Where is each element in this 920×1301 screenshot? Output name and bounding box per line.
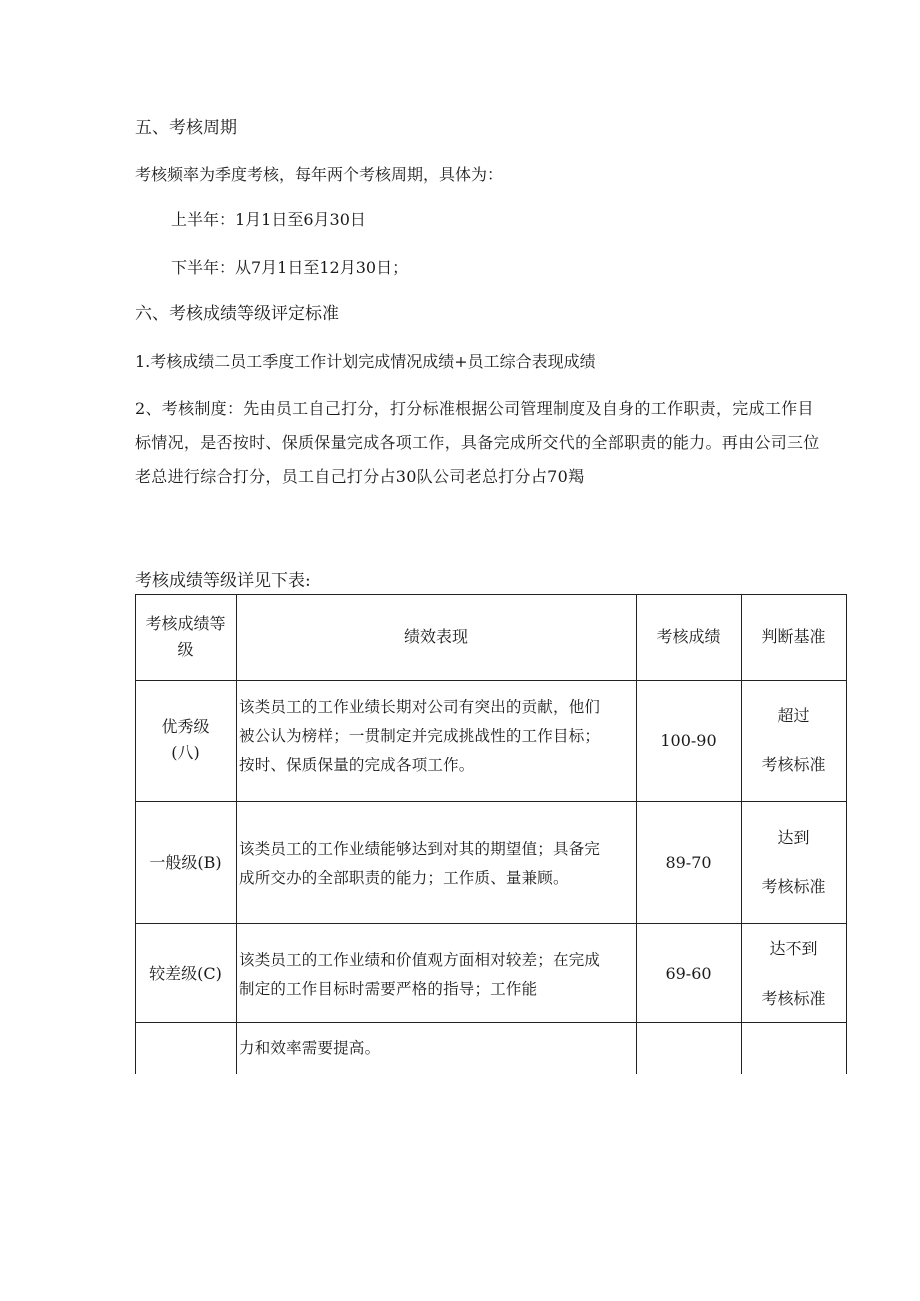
performance-line: 被公认为榜样；一贯制定并完成挑战性的工作目标； <box>239 727 601 745</box>
row-excellent-performance <box>239 693 631 780</box>
row-average-score: 89-70 <box>665 853 712 872</box>
row-average-grade: 一般级(B) <box>149 853 222 872</box>
row-average-performance <box>239 835 631 893</box>
table-border-left <box>135 594 136 1074</box>
header-grade-line-2: 级 <box>177 640 194 659</box>
performance-line: 该类员工的工作业绩长期对公司有突出的贡献，他们 <box>239 698 601 716</box>
grade-label: 优秀级 <box>161 717 210 736</box>
performance-line: 制定的工作目标时需要严格的指导；工作能 <box>239 980 538 998</box>
header-grade-line-1: 考核成绩等 <box>145 614 226 633</box>
first-half-period: 上半年：1月1日至6月30日 <box>171 210 366 229</box>
performance-line: 力和效率需要提高。 <box>239 1039 381 1057</box>
row-poor-criteria-2: 考核标准 <box>761 989 826 1008</box>
header-performance: 绩效表现 <box>403 627 468 646</box>
table-caption: 考核成绩等级详见下表: <box>135 571 311 591</box>
performance-line: 成所交办的全部职责的能力；工作质、量兼顾。 <box>239 869 569 887</box>
performance-line: 该类员工的工作业绩和价值观方面相对较差；在完成 <box>239 951 601 969</box>
grade-table <box>135 594 847 1074</box>
table-col-divider <box>636 594 637 1074</box>
table-col-divider <box>236 594 237 1074</box>
row-average-criteria-1: 达到 <box>777 828 810 847</box>
review-frequency-text: 考核频率为季度考核，每年两个考核周期，具体为： <box>135 165 504 184</box>
section-6-heading: 六、考核成绩等级评定标准 <box>135 304 339 324</box>
row-excellent-criteria-2: 考核标准 <box>761 755 826 774</box>
review-system-line-1: 2、考核制度：先由员工自己打分，打分标准根据公司管理制度及自身的工作职责，完成工作目 <box>135 399 814 418</box>
header-score: 考核成绩 <box>656 627 721 646</box>
row-excellent-score: 100-90 <box>660 731 717 750</box>
second-half-period: 下半年：从7月1日至12月30日； <box>171 258 409 277</box>
row-average-criteria-2: 考核标准 <box>761 877 826 896</box>
row-continuation-performance <box>239 1034 631 1063</box>
review-system-line-3: 老总进行综合打分，员工自己打分占30队公司老总打分占70羯 <box>135 467 585 486</box>
row-excellent-grade <box>135 714 236 766</box>
review-system-line-2: 标情况，是否按时、保质保量完成各项工作，具备完成所交代的全部职责的能力。再由公司三位 <box>135 433 820 452</box>
score-formula-item: 1.考核成绩二员工季度工作计划完成情况成绩+员工综合表现成绩 <box>135 352 596 371</box>
row-poor-score: 69-60 <box>665 964 712 983</box>
row-poor-grade: 较差级(C) <box>149 964 222 983</box>
grade-code: (八) <box>171 743 200 762</box>
row-poor-criteria-1: 达不到 <box>769 939 818 958</box>
row-excellent-criteria-1: 超过 <box>777 706 810 725</box>
performance-line: 按时、保质保量的完成各项工作。 <box>239 756 475 774</box>
table-border-right <box>846 594 847 1074</box>
section-5-heading: 五、考核周期 <box>135 118 237 138</box>
header-grade <box>135 611 236 663</box>
performance-line: 该类员工的工作业绩能够达到对其的期望值；具备完 <box>239 840 601 858</box>
row-poor-performance <box>239 946 631 1004</box>
header-criteria: 判断基准 <box>761 627 826 646</box>
